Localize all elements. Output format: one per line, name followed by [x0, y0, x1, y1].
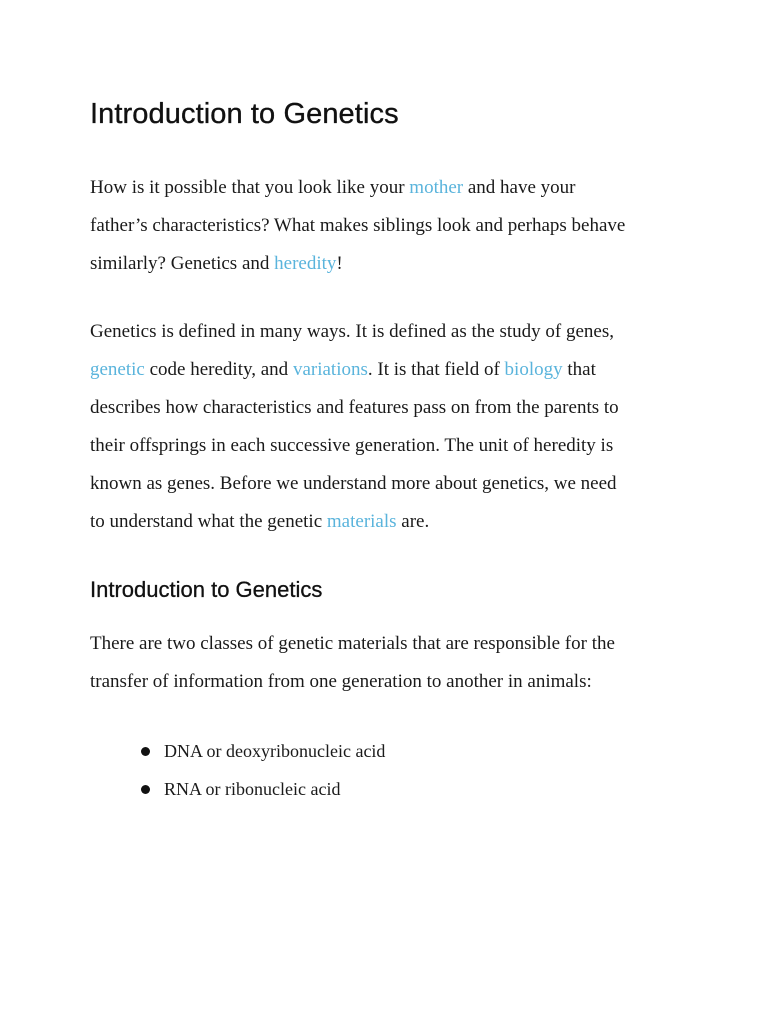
text-line: to understand what the genetic materials are.: [90, 511, 430, 532]
text-line: How is it possible that you look like your mother and have your: [90, 177, 576, 198]
text-line: There are two classes of genetic materials that are responsible for the: [90, 633, 615, 654]
text-line: father’s characteristics? What makes siblings look and perhaps behave: [90, 215, 626, 236]
definition-paragraph: [90, 313, 690, 541]
list-item: [138, 732, 385, 770]
link-heredity[interactable]: heredity: [274, 253, 337, 274]
text-line: describes how characteristics and features pass on from the parents to: [90, 397, 619, 418]
text-line: Genetics is defined in many ways. It is defined as the study of genes,: [90, 321, 614, 342]
page-title: Introduction to Genetics: [90, 98, 399, 130]
list-item: [138, 770, 385, 808]
bullet-icon: [141, 785, 150, 794]
materials-paragraph: [90, 625, 690, 701]
text-line: genetic code heredity, and variations. It is that field of biology that: [90, 359, 596, 380]
text-line: known as genes. Before we understand more about genetics, we need: [90, 473, 617, 494]
text-line: transfer of information from one generation to another in animals:: [90, 671, 592, 692]
list-item-label: DNA or deoxyribonucleic acid: [164, 741, 386, 761]
link-variations[interactable]: variations: [292, 359, 368, 380]
link-mother[interactable]: mother: [409, 177, 464, 198]
bullet-icon: [141, 747, 150, 756]
text-line: similarly? Genetics and heredity!: [90, 253, 343, 274]
link-materials[interactable]: materials: [326, 511, 397, 532]
link-biology[interactable]: biology: [504, 359, 563, 380]
genetic-materials-list: [138, 732, 385, 808]
text-line: their offsprings in each successive generation. The unit of heredity is: [90, 435, 614, 456]
list-item-label: RNA or ribonucleic acid: [164, 779, 341, 799]
link-genetic[interactable]: genetic: [90, 359, 145, 380]
section-heading: Introduction to Genetics: [90, 577, 323, 602]
intro-paragraph: [90, 169, 690, 283]
